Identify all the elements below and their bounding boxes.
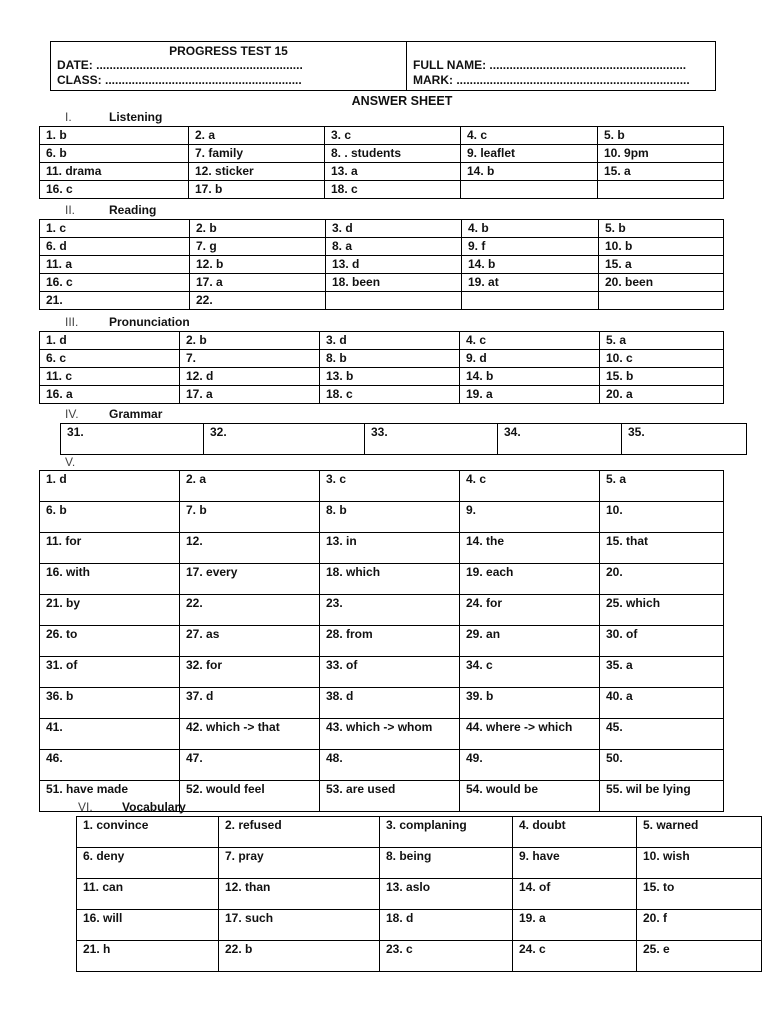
answer-cell[interactable]: 19. each xyxy=(460,564,600,595)
answer-cell[interactable]: 17. such xyxy=(219,910,380,941)
table-row xyxy=(77,910,762,941)
answer-cell[interactable]: 46. xyxy=(40,750,180,781)
answer-cell[interactable]: 10. 9pm xyxy=(598,145,724,163)
answer-cell[interactable]: 1. d xyxy=(40,471,180,502)
header-right xyxy=(407,42,715,90)
answer-cell[interactable]: 4. c xyxy=(461,127,598,145)
answer-cell[interactable]: 16. a xyxy=(40,386,180,404)
table-row xyxy=(40,256,724,274)
answer-cell[interactable]: 3. d xyxy=(326,220,462,238)
answer-cell[interactable]: 44. where -> which xyxy=(460,719,600,750)
section-numeral: IV. xyxy=(65,407,79,421)
table-row xyxy=(40,471,724,502)
answer-cell[interactable]: 14. the xyxy=(460,533,600,564)
section-title: Vocabulary xyxy=(122,800,186,814)
answer-cell[interactable]: 39. b xyxy=(460,688,600,719)
answer-cell[interactable]: 9. f xyxy=(462,238,599,256)
table-row xyxy=(40,533,724,564)
section-v-answer-table xyxy=(39,470,724,812)
table-row xyxy=(77,817,762,848)
answer-cell[interactable]: 37. d xyxy=(180,688,320,719)
answer-cell[interactable]: 40. a xyxy=(600,688,724,719)
table-row xyxy=(61,424,747,455)
answer-cell[interactable]: 4. b xyxy=(462,220,599,238)
reading-answer-table xyxy=(39,219,724,310)
section-heading-grammar xyxy=(65,407,162,421)
answer-cell[interactable]: 15. b xyxy=(600,368,724,386)
answer-cell[interactable]: 11. can xyxy=(77,879,219,910)
answer-cell[interactable] xyxy=(598,181,724,199)
answer-cell[interactable]: 2. a xyxy=(189,127,325,145)
section-title: Pronunciation xyxy=(109,315,190,329)
answer-cell[interactable]: 22. xyxy=(180,595,320,626)
answer-cell[interactable]: 7. xyxy=(180,350,320,368)
test-title: PROGRESS TEST 15 xyxy=(169,44,288,58)
answer-cell[interactable]: 19. at xyxy=(462,274,599,292)
answer-cell[interactable]: 7. pray xyxy=(219,848,380,879)
answer-cell[interactable]: 11. c xyxy=(40,368,180,386)
section-numeral: V. xyxy=(65,455,76,469)
answer-cell[interactable]: 34. c xyxy=(460,657,600,688)
answer-cell[interactable]: 21. by xyxy=(40,595,180,626)
answer-cell[interactable]: 34. xyxy=(498,424,622,455)
answer-cell[interactable]: 1. d xyxy=(40,332,180,350)
answer-cell[interactable]: 1. b xyxy=(40,127,189,145)
answer-cell[interactable]: 16. will xyxy=(77,910,219,941)
answer-cell[interactable]: 3. c xyxy=(325,127,461,145)
answer-cell[interactable]: 12. d xyxy=(180,368,320,386)
answer-cell[interactable]: 32. xyxy=(204,424,365,455)
answer-cell[interactable] xyxy=(462,292,599,310)
answer-cell[interactable]: 1. c xyxy=(40,220,190,238)
answer-cell[interactable]: 22. xyxy=(190,292,326,310)
class-field[interactable]: CLASS: ........................................................... xyxy=(57,73,302,87)
answer-cell[interactable]: 52. would feel xyxy=(180,781,320,812)
answer-cell[interactable]: 14. of xyxy=(513,879,637,910)
answer-cell[interactable]: 12. xyxy=(180,533,320,564)
answer-cell[interactable]: 21. h xyxy=(77,941,219,972)
answer-cell[interactable]: 13. d xyxy=(326,256,462,274)
answer-cell[interactable]: 36. b xyxy=(40,688,180,719)
answer-cell[interactable]: 19. a xyxy=(460,386,600,404)
answer-cell[interactable]: 10. xyxy=(600,502,724,533)
answer-cell[interactable]: 15. a xyxy=(599,256,724,274)
answer-cell[interactable]: 51. have made xyxy=(40,781,180,812)
answer-cell[interactable]: 17. every xyxy=(180,564,320,595)
section-title: Reading xyxy=(109,203,157,217)
answer-cell[interactable]: 13. a xyxy=(325,163,461,181)
table-row xyxy=(40,332,724,350)
answer-cell[interactable] xyxy=(326,292,462,310)
vocabulary-answer-table xyxy=(76,816,762,972)
answer-cell[interactable]: 24. c xyxy=(513,941,637,972)
answer-cell[interactable]: 21. xyxy=(40,292,190,310)
answer-cell[interactable]: 28. from xyxy=(320,626,460,657)
full-name-field[interactable]: FULL NAME: ........................................................... xyxy=(413,58,687,72)
answer-cell[interactable]: 9. xyxy=(460,502,600,533)
answer-cell[interactable]: 5. b xyxy=(598,127,724,145)
answer-cell[interactable]: 5. b xyxy=(599,220,724,238)
section-numeral: II. xyxy=(65,203,76,217)
answer-cell[interactable]: 20. f xyxy=(637,910,762,941)
answer-cell[interactable]: 9. leaflet xyxy=(461,145,598,163)
table-row xyxy=(40,502,724,533)
answer-cell[interactable]: 3. complaning xyxy=(380,817,513,848)
answer-cell[interactable]: 31. xyxy=(61,424,204,455)
answer-cell[interactable]: 11. a xyxy=(40,256,190,274)
date-field[interactable]: DATE: .............................................................. xyxy=(57,58,303,72)
table-row xyxy=(40,292,724,310)
answer-cell[interactable]: 10. b xyxy=(599,238,724,256)
table-row xyxy=(40,181,724,199)
answer-cell[interactable]: 4. doubt xyxy=(513,817,637,848)
answer-cell[interactable] xyxy=(461,181,598,199)
table-row xyxy=(40,274,724,292)
answer-cell[interactable]: 35. xyxy=(622,424,747,455)
listening-answer-table xyxy=(39,126,724,199)
answer-cell[interactable]: 5. a xyxy=(600,332,724,350)
answer-cell[interactable]: 22. b xyxy=(219,941,380,972)
answer-cell[interactable]: 35. a xyxy=(600,657,724,688)
answer-cell[interactable]: 2. refused xyxy=(219,817,380,848)
section-heading-vocabulary xyxy=(78,800,186,814)
answer-cell[interactable]: 23. xyxy=(320,595,460,626)
answer-cell[interactable]: 47. xyxy=(180,750,320,781)
answer-cell[interactable]: 6. deny xyxy=(77,848,219,879)
answer-cell[interactable]: 3. c xyxy=(320,471,460,502)
table-row xyxy=(40,657,724,688)
answer-cell[interactable]: 11. for xyxy=(40,533,180,564)
answer-cell[interactable]: 8. a xyxy=(326,238,462,256)
table-row xyxy=(40,163,724,181)
answer-cell[interactable]: 43. which -> whom xyxy=(320,719,460,750)
table-row xyxy=(77,879,762,910)
answer-cell[interactable]: 2. b xyxy=(180,332,320,350)
section-numeral: I. xyxy=(65,110,72,124)
answer-cell[interactable]: 3. d xyxy=(320,332,460,350)
answer-cell[interactable]: 12. b xyxy=(190,256,326,274)
answer-cell[interactable]: 18. which xyxy=(320,564,460,595)
section-title: Grammar xyxy=(109,407,163,421)
answer-cell[interactable]: 16. c xyxy=(40,181,189,199)
answer-cell[interactable]: 18. been xyxy=(326,274,462,292)
answer-cell[interactable]: 13. b xyxy=(320,368,460,386)
header-left xyxy=(51,42,407,90)
table-row xyxy=(40,238,724,256)
answer-cell[interactable]: 17. a xyxy=(180,386,320,404)
answer-cell[interactable]: 31. of xyxy=(40,657,180,688)
answer-cell[interactable]: 32. for xyxy=(180,657,320,688)
answer-cell[interactable]: 14. b xyxy=(461,163,598,181)
table-row xyxy=(40,386,724,404)
section-numeral: III. xyxy=(65,315,79,329)
answer-cell[interactable]: 13. aslo xyxy=(380,879,513,910)
answer-cell[interactable]: 24. for xyxy=(460,595,600,626)
answer-cell[interactable]: 18. c xyxy=(325,181,461,199)
answer-cell[interactable]: 48. xyxy=(320,750,460,781)
answer-cell[interactable]: 20. xyxy=(600,564,724,595)
table-row xyxy=(40,750,724,781)
answer-cell[interactable]: 17. a xyxy=(190,274,326,292)
answer-cell[interactable]: 19. a xyxy=(513,910,637,941)
table-row xyxy=(40,127,724,145)
answer-cell[interactable]: 8. b xyxy=(320,350,460,368)
answer-cell[interactable]: 5. warned xyxy=(637,817,762,848)
answer-cell[interactable]: 16. with xyxy=(40,564,180,595)
answer-cell[interactable]: 18. d xyxy=(380,910,513,941)
table-row xyxy=(40,688,724,719)
table-row xyxy=(77,848,762,879)
answer-cell[interactable]: 23. c xyxy=(380,941,513,972)
answer-cell[interactable]: 25. e xyxy=(637,941,762,972)
answer-cell[interactable]: 5. a xyxy=(600,471,724,502)
answer-cell[interactable]: 6. b xyxy=(40,502,180,533)
answer-cell[interactable]: 1. convince xyxy=(77,817,219,848)
answer-cell[interactable]: 7. family xyxy=(189,145,325,163)
table-row xyxy=(40,220,724,238)
answer-cell[interactable]: 4. c xyxy=(460,471,600,502)
answer-cell[interactable]: 33. of xyxy=(320,657,460,688)
answer-cell[interactable]: 12. sticker xyxy=(189,163,325,181)
answer-cell[interactable]: 15. that xyxy=(600,533,724,564)
table-row xyxy=(40,368,724,386)
answer-cell[interactable] xyxy=(599,292,724,310)
answer-cell[interactable]: 8. b xyxy=(320,502,460,533)
answer-cell[interactable]: 13. in xyxy=(320,533,460,564)
answer-cell[interactable]: 8. . students xyxy=(325,145,461,163)
section-heading-listening xyxy=(65,110,162,124)
answer-cell[interactable]: 20. been xyxy=(599,274,724,292)
answer-cell[interactable]: 10. wish xyxy=(637,848,762,879)
answer-cell[interactable]: 6. b xyxy=(40,145,189,163)
answer-sheet-title: ANSWER SHEET xyxy=(351,94,453,108)
answer-cell[interactable]: 33. xyxy=(365,424,498,455)
answer-cell[interactable]: 42. which -> that xyxy=(180,719,320,750)
section-heading-reading xyxy=(65,203,156,217)
answer-cell[interactable]: 17. b xyxy=(189,181,325,199)
answer-cell[interactable]: 14. b xyxy=(460,368,600,386)
answer-cell[interactable]: 7. b xyxy=(180,502,320,533)
section-heading-pronunciation xyxy=(65,315,190,329)
answer-cell[interactable]: 7. g xyxy=(190,238,326,256)
answer-cell[interactable]: 6. c xyxy=(40,350,180,368)
answer-cell[interactable]: 2. b xyxy=(190,220,326,238)
section-title: Listening xyxy=(109,110,163,124)
table-row xyxy=(40,564,724,595)
answer-cell[interactable]: 53. are used xyxy=(320,781,460,812)
answer-cell[interactable]: 45. xyxy=(600,719,724,750)
answer-cell[interactable]: 50. xyxy=(600,750,724,781)
answer-cell[interactable]: 15. to xyxy=(637,879,762,910)
answer-cell[interactable]: 27. as xyxy=(180,626,320,657)
answer-cell[interactable]: 55. wil be lying xyxy=(600,781,724,812)
table-row xyxy=(40,595,724,626)
answer-cell[interactable]: 54. would be xyxy=(460,781,600,812)
answer-cell[interactable]: 29. an xyxy=(460,626,600,657)
table-row xyxy=(40,626,724,657)
section-heading-v xyxy=(65,455,109,469)
answer-cell[interactable]: 8. being xyxy=(380,848,513,879)
answer-cell[interactable]: 11. drama xyxy=(40,163,189,181)
answer-cell[interactable]: 41. xyxy=(40,719,180,750)
header-box xyxy=(50,41,716,91)
answer-cell[interactable]: 6. d xyxy=(40,238,190,256)
answer-cell[interactable]: 4. c xyxy=(460,332,600,350)
answer-cell[interactable]: 30. of xyxy=(600,626,724,657)
answer-cell[interactable]: 10. c xyxy=(600,350,724,368)
grammar-answer-table xyxy=(60,423,747,455)
answer-cell[interactable]: 18. c xyxy=(320,386,460,404)
table-row xyxy=(77,941,762,972)
answer-cell[interactable]: 20. a xyxy=(600,386,724,404)
answer-cell[interactable]: 12. than xyxy=(219,879,380,910)
answer-cell[interactable]: 15. a xyxy=(598,163,724,181)
table-row xyxy=(40,145,724,163)
answer-cell[interactable]: 9. have xyxy=(513,848,637,879)
section-numeral: VI. xyxy=(78,800,93,814)
answer-cell[interactable]: 38. d xyxy=(320,688,460,719)
table-row xyxy=(40,350,724,368)
pronunciation-answer-table xyxy=(39,331,724,404)
answer-cell[interactable]: 2. a xyxy=(180,471,320,502)
answer-cell[interactable]: 14. b xyxy=(462,256,599,274)
answer-cell[interactable]: 9. d xyxy=(460,350,600,368)
answer-cell[interactable]: 25. which xyxy=(600,595,724,626)
mark-field[interactable]: MARK: ...................................................................... xyxy=(413,73,690,87)
answer-cell[interactable]: 26. to xyxy=(40,626,180,657)
table-row xyxy=(40,719,724,750)
answer-cell[interactable]: 49. xyxy=(460,750,600,781)
answer-cell[interactable]: 16. c xyxy=(40,274,190,292)
